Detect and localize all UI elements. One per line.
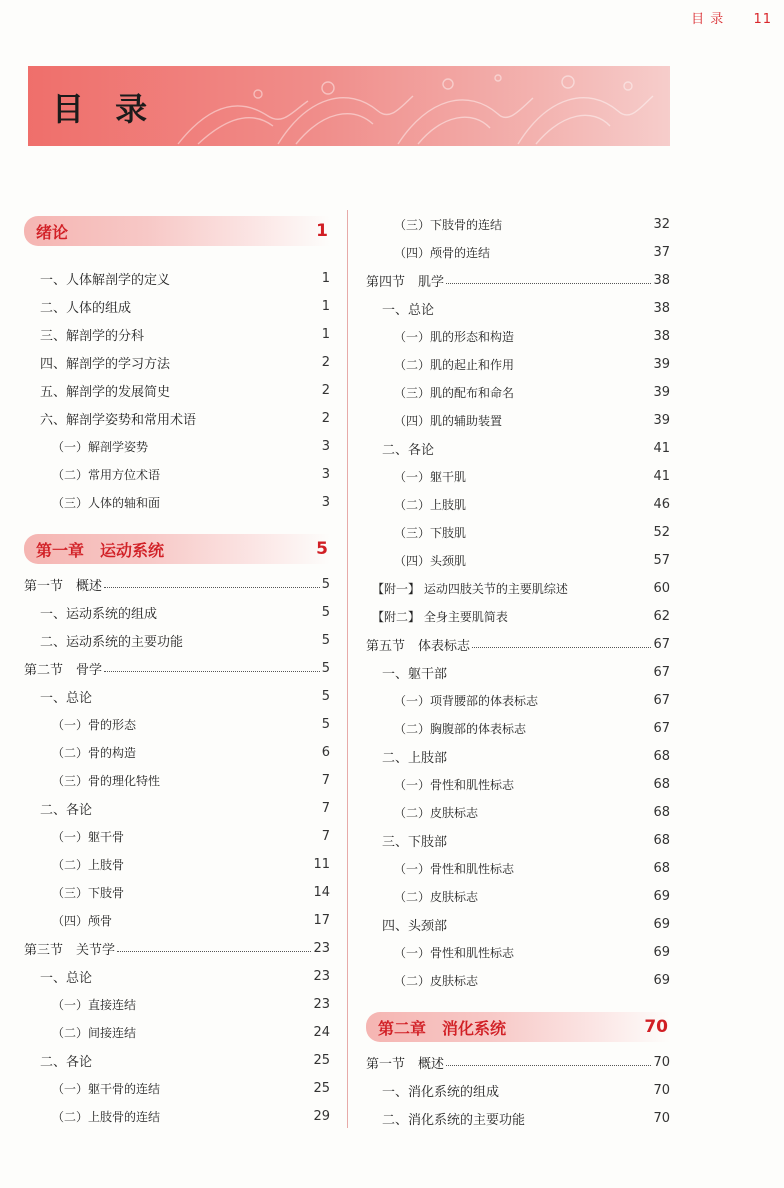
spacer <box>366 994 670 1006</box>
toc-row[interactable] <box>366 1104 670 1132</box>
toc-entry-label: （二）上肢肌 <box>394 497 467 512</box>
toc-row[interactable] <box>24 1102 330 1130</box>
toc-entry-label: 第四节 肌学 <box>366 274 445 290</box>
toc-entry-label: （三）肌的配布和命名 <box>394 385 515 400</box>
toc-entry-label: 第二章 消化系统 <box>378 1018 507 1038</box>
toc-row[interactable] <box>24 460 330 488</box>
toc-entry-label: （一）解剖学姿势 <box>52 439 149 454</box>
toc-entry-label: （三）人体的轴和面 <box>52 495 161 510</box>
toc-entry-page: 5 <box>321 688 330 704</box>
toc-row[interactable] <box>366 714 670 742</box>
toc-entry-page: 39 <box>653 384 670 400</box>
toc-row[interactable] <box>24 766 330 794</box>
toc-entry-page: 7 <box>321 772 330 788</box>
toc-row[interactable] <box>24 990 330 1018</box>
toc-entry-label: 一、总论 <box>40 690 93 706</box>
toc-row[interactable] <box>24 1074 330 1102</box>
toc-entry-label: 五、解剖学的发展简史 <box>40 384 171 400</box>
toc-entry-label: （二）上肢骨 <box>52 857 125 872</box>
toc-entry-label: （三）下肢骨的连结 <box>394 217 503 232</box>
page-title: 目 录 <box>52 90 158 128</box>
toc-row[interactable] <box>24 598 330 626</box>
toc-entry-page: 39 <box>653 356 670 372</box>
toc-entry-label: 二、上肢部 <box>382 750 448 766</box>
toc-row[interactable] <box>366 434 670 462</box>
toc-entry-page: 7 <box>321 800 330 816</box>
toc-entry-label: 四、解剖学的学习方法 <box>40 356 171 372</box>
chapter-heading[interactable] <box>24 534 330 564</box>
toc-entry-page: 2 <box>321 410 330 426</box>
toc-row[interactable] <box>366 798 670 826</box>
toc-row[interactable] <box>366 462 670 490</box>
toc-entry-label: 第二节 骨学 <box>24 662 103 678</box>
toc-row[interactable] <box>366 238 670 266</box>
toc-entry-label: 一、总论 <box>40 970 93 986</box>
toc-entry-page: 7 <box>321 828 330 844</box>
toc-row[interactable] <box>24 626 330 654</box>
toc-entry-page: 5 <box>321 716 330 732</box>
toc-row[interactable] <box>24 850 330 878</box>
toc-entry-label: 二、各论 <box>382 442 435 458</box>
dot-leader <box>472 647 651 648</box>
toc-row[interactable] <box>366 826 670 854</box>
spacer <box>24 516 330 528</box>
toc-row[interactable] <box>24 1046 330 1074</box>
toc-section-row[interactable] <box>366 630 670 658</box>
toc-entry-page: 68 <box>653 748 670 764</box>
toc-entry-page: 70 <box>653 1110 670 1126</box>
toc-right-column <box>366 210 670 1132</box>
toc-row[interactable] <box>366 546 670 574</box>
toc-row[interactable] <box>366 518 670 546</box>
toc-entry-label: 二、人体的组成 <box>40 300 132 316</box>
toc-entry-label: 二、运动系统的主要功能 <box>40 634 184 650</box>
dot-leader <box>117 951 311 952</box>
toc-entry-page: 69 <box>653 888 670 904</box>
toc-entry-label: （三）下肢肌 <box>394 525 467 540</box>
toc-entry-page: 68 <box>653 804 670 820</box>
toc-entry-label: 六、解剖学姿势和常用术语 <box>40 412 197 428</box>
running-header-title: 目 录 <box>691 12 725 27</box>
toc-entry-label: （二）皮肤标志 <box>394 973 479 988</box>
toc-entry-label: 第五节 体表标志 <box>366 638 471 654</box>
chapter-heading[interactable] <box>366 1012 670 1042</box>
toc-entry-page: 67 <box>653 664 670 680</box>
toc-row[interactable] <box>366 910 670 938</box>
toc-entry-page: 46 <box>653 496 670 512</box>
toc-row[interactable] <box>366 574 670 602</box>
toc-entry-label: （四）颅骨 <box>52 913 113 928</box>
toc-entry-page: 62 <box>653 608 670 624</box>
toc-entry-page: 41 <box>653 440 670 456</box>
toc-entry-page: 14 <box>313 884 330 900</box>
toc-entry-label: （三）骨的理化特性 <box>52 773 161 788</box>
dot-leader <box>446 283 651 284</box>
toc-entry-label: 一、运动系统的组成 <box>40 606 158 622</box>
toc-row[interactable] <box>366 938 670 966</box>
toc-row[interactable] <box>24 878 330 906</box>
toc-entry-label: 四、头颈部 <box>382 918 448 934</box>
toc-entry-label: （一）肌的形态和构造 <box>394 329 515 344</box>
toc-entry-page: 1 <box>316 221 328 241</box>
toc-row[interactable] <box>366 770 670 798</box>
toc-entry-page: 67 <box>653 636 670 652</box>
toc-entry-label: 一、消化系统的组成 <box>382 1084 500 1100</box>
toc-entry-label: （二）肌的起止和作用 <box>394 357 515 372</box>
toc-entry-page: 38 <box>653 272 670 288</box>
toc-entry-label: 第一章 运动系统 <box>36 540 165 560</box>
toc-entry-label: （一）躯干骨 <box>52 829 125 844</box>
toc-entry-label: 二、各论 <box>40 1054 93 1070</box>
toc-row[interactable] <box>24 488 330 516</box>
toc-entry-page: 2 <box>321 354 330 370</box>
toc-row[interactable] <box>24 962 330 990</box>
toc-entry-page: 1 <box>321 326 330 342</box>
toc-entry-page: 23 <box>313 996 330 1012</box>
toc-row[interactable] <box>366 742 670 770</box>
column-divider <box>347 210 348 1128</box>
toc-row[interactable] <box>24 682 330 710</box>
toc-entry-page: 5 <box>321 604 330 620</box>
toc-left-column <box>24 210 330 1130</box>
toc-row[interactable] <box>24 794 330 822</box>
toc-entry-page: 5 <box>316 539 328 559</box>
toc-entry-page: 67 <box>653 720 670 736</box>
page-number: 11 <box>753 12 772 27</box>
toc-entry-label: （二）胸腹部的体表标志 <box>394 721 527 736</box>
dot-leader <box>446 1065 651 1066</box>
toc-entry-label: （三）下肢骨 <box>52 885 125 900</box>
toc-row[interactable] <box>24 738 330 766</box>
toc-entry-label: 绪论 <box>36 222 69 242</box>
toc-row[interactable] <box>366 350 670 378</box>
toc-row[interactable] <box>366 686 670 714</box>
toc-entry-page: 25 <box>313 1080 330 1096</box>
toc-entry-label: 第一节 概述 <box>24 578 103 594</box>
toc-entry-label: （二）常用方位术语 <box>52 467 161 482</box>
toc-entry-label: 二、消化系统的主要功能 <box>382 1112 526 1128</box>
toc-row[interactable] <box>366 210 670 238</box>
toc-entry-label: （二）间接连结 <box>52 1025 137 1040</box>
toc-row[interactable] <box>24 404 330 432</box>
toc-entry-label: （一）躯干肌 <box>394 469 467 484</box>
toc-entry-page: 6 <box>321 744 330 760</box>
toc-entry-page: 1 <box>321 270 330 286</box>
toc-entry-page: 39 <box>653 412 670 428</box>
toc-entry-page: 25 <box>313 1052 330 1068</box>
title-banner <box>28 66 670 146</box>
toc-entry-page: 70 <box>644 1017 668 1037</box>
toc-entry-page: 69 <box>653 944 670 960</box>
toc-entry-label: 三、解剖学的分科 <box>40 328 145 344</box>
toc-entry-label: 第三节 关节学 <box>24 942 116 958</box>
toc-entry-label: 二、各论 <box>40 802 93 818</box>
toc-entry-label: （一）骨的形态 <box>52 717 137 732</box>
toc-entry-page: 5 <box>321 632 330 648</box>
toc-row[interactable] <box>24 710 330 738</box>
toc-row[interactable] <box>366 406 670 434</box>
toc-row[interactable] <box>24 432 330 460</box>
toc-row[interactable] <box>366 602 670 630</box>
spacer <box>24 252 330 264</box>
toc-entry-page: 3 <box>321 466 330 482</box>
toc-entry-page: 68 <box>653 860 670 876</box>
dot-leader <box>104 671 320 672</box>
toc-entry-label: （二）皮肤标志 <box>394 805 479 820</box>
toc-entry-page: 52 <box>653 524 670 540</box>
toc-entry-page: 69 <box>653 916 670 932</box>
toc-section-row[interactable] <box>24 570 330 598</box>
toc-row[interactable] <box>366 854 670 882</box>
toc-entry-label: 一、人体解剖学的定义 <box>40 272 171 288</box>
toc-entry-page: 23 <box>313 968 330 984</box>
toc-entry-label: （四）头颈肌 <box>394 553 467 568</box>
toc-entry-page: 29 <box>313 1108 330 1124</box>
toc-entry-label: （一）项背腰部的体表标志 <box>394 693 539 708</box>
toc-entry-label: （一）骨性和肌性标志 <box>394 861 515 876</box>
toc-entry-page: 68 <box>653 832 670 848</box>
toc-entry-page: 41 <box>653 468 670 484</box>
toc-entry-page: 70 <box>653 1082 670 1098</box>
toc-entry-label: 三、下肢部 <box>382 834 448 850</box>
toc-entry-page: 5 <box>321 660 330 676</box>
toc-entry-label: 【附一】 运动四肢关节的主要肌综述 <box>372 581 568 596</box>
toc-entry-page: 37 <box>653 244 670 260</box>
toc-row[interactable] <box>366 378 670 406</box>
toc-entry-page: 1 <box>321 298 330 314</box>
toc-entry-label: （一）骨性和肌性标志 <box>394 945 515 960</box>
toc-entry-page: 38 <box>653 300 670 316</box>
running-header <box>691 8 772 27</box>
toc-entry-page: 3 <box>321 494 330 510</box>
toc-entry-page: 23 <box>313 940 330 956</box>
toc-row[interactable] <box>24 1018 330 1046</box>
toc-entry-page: 2 <box>321 382 330 398</box>
toc-section-row[interactable] <box>366 1048 670 1076</box>
toc-entry-page: 60 <box>653 580 670 596</box>
toc-row[interactable] <box>366 294 670 322</box>
toc-entry-label: 第一节 概述 <box>366 1056 445 1072</box>
toc-entry-page: 24 <box>313 1024 330 1040</box>
toc-entry-label: 一、总论 <box>382 302 435 318</box>
toc-row[interactable] <box>24 348 330 376</box>
toc-entry-page: 17 <box>313 912 330 928</box>
toc-entry-label: （二）上肢骨的连结 <box>52 1109 161 1124</box>
toc-entry-page: 69 <box>653 972 670 988</box>
toc-entry-label: （四）颅骨的连结 <box>394 245 491 260</box>
toc-entry-page: 11 <box>313 856 330 872</box>
toc-row[interactable] <box>24 320 330 348</box>
toc-entry-page: 67 <box>653 692 670 708</box>
toc-entry-label: （一）骨性和肌性标志 <box>394 777 515 792</box>
toc-entry-page: 70 <box>653 1054 670 1070</box>
toc-row[interactable] <box>366 882 670 910</box>
toc-entry-label: 【附二】 全身主要肌简表 <box>372 609 508 624</box>
toc-row[interactable] <box>24 906 330 934</box>
toc-entry-page: 3 <box>321 438 330 454</box>
toc-row[interactable] <box>24 376 330 404</box>
toc-entry-page: 32 <box>653 216 670 232</box>
toc-section-row[interactable] <box>24 934 330 962</box>
dot-leader <box>104 587 320 588</box>
toc-section-row[interactable] <box>366 266 670 294</box>
toc-entry-page: 5 <box>321 576 330 592</box>
toc-row[interactable] <box>366 322 670 350</box>
toc-entry-label: 一、躯干部 <box>382 666 448 682</box>
toc-row[interactable] <box>366 658 670 686</box>
toc-row[interactable] <box>24 292 330 320</box>
toc-entry-page: 38 <box>653 328 670 344</box>
toc-row[interactable] <box>366 1076 670 1104</box>
toc-entry-label: （四）肌的辅助装置 <box>394 413 503 428</box>
toc-row[interactable] <box>366 490 670 518</box>
toc-row[interactable] <box>24 822 330 850</box>
toc-entry-label: （二）皮肤标志 <box>394 889 479 904</box>
toc-row[interactable] <box>24 264 330 292</box>
toc-row[interactable] <box>366 966 670 994</box>
toc-entry-label: （一）直接连结 <box>52 997 137 1012</box>
toc-entry-label: （二）骨的构造 <box>52 745 137 760</box>
toc-entry-label: （一）躯干骨的连结 <box>52 1081 161 1096</box>
chapter-heading[interactable] <box>24 216 330 246</box>
toc-entry-page: 57 <box>653 552 670 568</box>
toc-section-row[interactable] <box>24 654 330 682</box>
toc-entry-page: 68 <box>653 776 670 792</box>
